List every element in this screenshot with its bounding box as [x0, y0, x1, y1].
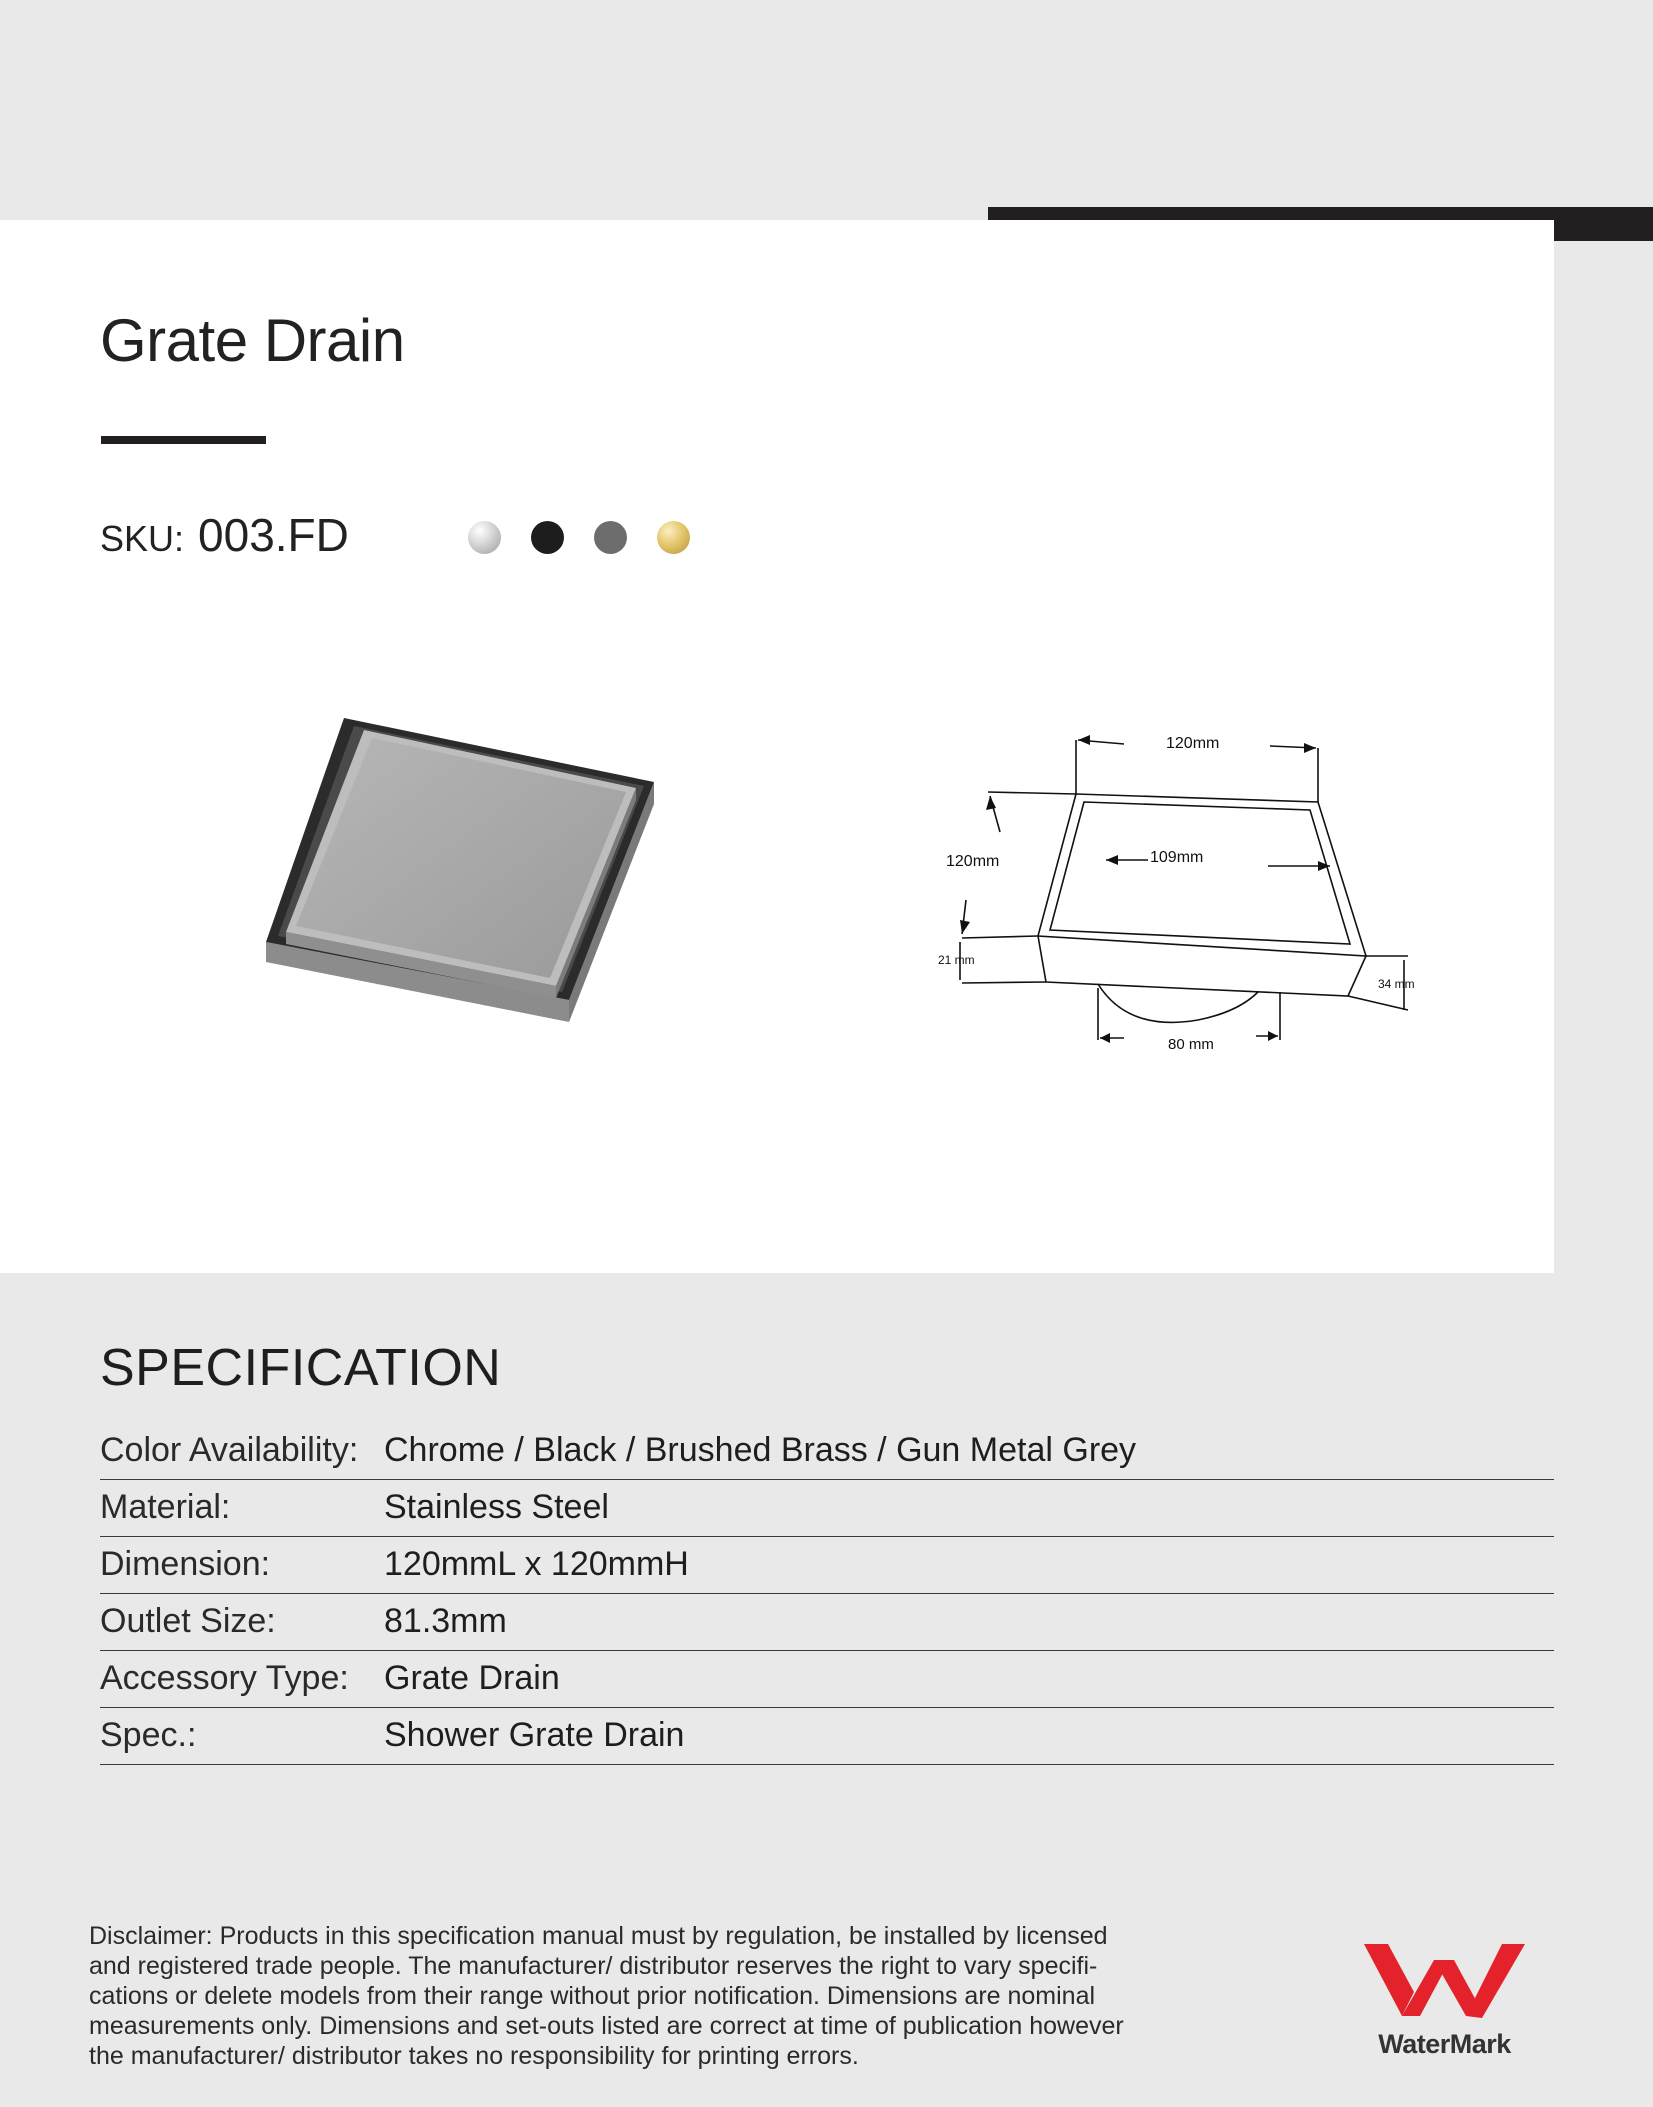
gun-metal-swatch — [594, 521, 627, 554]
spec-label: Material: — [100, 1488, 231, 1526]
spec-value: Shower Grate Drain — [384, 1716, 685, 1754]
dim-depth: 120mm — [946, 853, 1000, 870]
disclaimer-line: the manufacturer/ distributor takes no responsibility for printing errors. — [89, 2042, 859, 2070]
watermark-text: WaterMark — [1378, 2029, 1511, 2059]
dim-top-width: 120mm — [1166, 735, 1220, 752]
sku-label: SKU: — [100, 518, 185, 559]
disclaimer-line: cations or delete models from their range without prior notification. Dimensions are nominal — [89, 1982, 1096, 2010]
watermark-icon — [1362, 1940, 1527, 2022]
top-band — [0, 0, 1653, 220]
spec-value: Grate Drain — [384, 1659, 560, 1697]
spec-row — [100, 1594, 1554, 1651]
disclaimer-line: and registered trade people. The manufacturer/ distributor reserves the right to vary specifi- — [89, 1952, 1098, 1980]
spec-value: Chrome / Black / Brushed Brass / Gun Metal Grey — [384, 1431, 1137, 1469]
spec-row — [100, 1537, 1554, 1594]
disclaimer-line: measurements only. Dimensions and set-outs listed are correct at time of publication however — [89, 2012, 1124, 2040]
spec-label: Accessory Type: — [100, 1659, 349, 1697]
chrome-swatch — [468, 521, 501, 554]
spec-value: 120mmL x 120mmH — [384, 1545, 689, 1583]
spec-value: 81.3mm — [384, 1602, 507, 1640]
spec-label: Color Availability: — [100, 1431, 359, 1469]
brass-swatch — [657, 521, 690, 554]
finish-swatches — [468, 521, 720, 554]
watermark-logo — [1362, 1940, 1527, 2060]
specification-heading: SPECIFICATION — [100, 1339, 502, 1397]
disclaimer-line: Disclaimer: Products in this specification manual must by regulation, be installed by licensed — [89, 1922, 1108, 1950]
product-title: Grate Drain — [100, 307, 405, 374]
title-underline — [101, 436, 266, 444]
spec-row — [100, 1708, 1554, 1765]
spec-row — [100, 1423, 1554, 1480]
spec-label: Dimension: — [100, 1545, 271, 1583]
dim-rim-height: 21 mm — [938, 953, 975, 967]
spec-label: Spec.: — [100, 1716, 197, 1754]
black-swatch — [531, 521, 564, 554]
sku-line — [100, 508, 349, 562]
product-photo — [266, 712, 666, 1052]
spec-row — [100, 1651, 1554, 1708]
specification-table — [100, 1423, 1554, 1765]
spec-value: Stainless Steel — [384, 1488, 609, 1526]
dimension-diagram — [938, 720, 1438, 1080]
dim-total-height: 34 mm — [1378, 977, 1415, 991]
disclaimer — [89, 1921, 1189, 2071]
spec-label: Outlet Size: — [100, 1602, 276, 1640]
spec-row — [100, 1480, 1554, 1537]
dim-outlet: 80 mm — [1168, 1036, 1214, 1053]
dim-inner-width: 109mm — [1150, 849, 1204, 866]
sku-value: 003.FD — [198, 509, 349, 561]
